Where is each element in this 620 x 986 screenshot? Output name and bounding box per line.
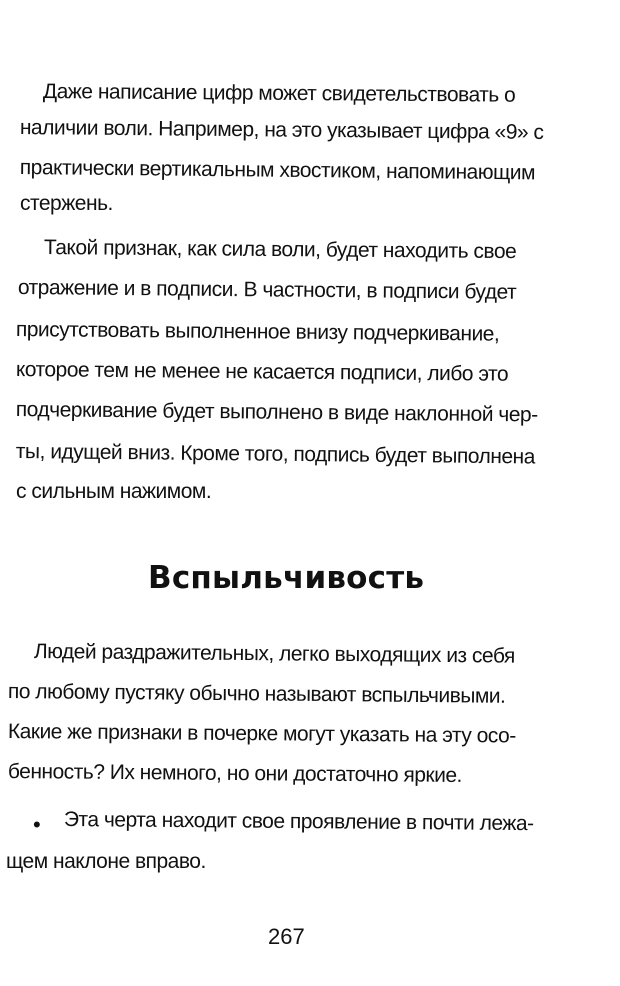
paragraph-3-line-4: бенность? Их немного, но они достаточно яркие. — [7, 760, 462, 787]
paragraph-3-line-2: по любому пустяку обычно называют вспыльчивыми. — [7, 680, 506, 708]
paragraph-1-line-2: наличии воли. Например, на это указывает цифра «9» с — [19, 116, 544, 145]
paragraph-2-line-3: присутствовать выполненное внизу подчеркивание, — [15, 318, 500, 346]
section-heading: Вспыльчивость — [148, 560, 425, 596]
paragraph-3-line-3: Какие же признаки в почерке могут указать на эту осо- — [7, 720, 516, 748]
paragraph-2-line-6: ты, идущей вниз. Кроме того, подпись будет выполнена — [15, 440, 535, 469]
paragraph-2-line-5: подчеркивание будет выполнено в виде наклонной чер- — [15, 398, 538, 427]
paragraph-2-line-2: отражение и в подписи. В частности, в подписи будет — [17, 276, 517, 304]
page-number: 267 — [268, 924, 305, 949]
paragraph-1-line-3: практически вертикальным хвостиком, напоминающим — [19, 156, 536, 185]
bullet-marker: • — [33, 812, 41, 837]
paragraph-2-line-4: которое тем не менее не касается подписи, либо это — [15, 358, 509, 386]
paragraph-2-line-7: с сильным нажимом. — [16, 480, 212, 503]
paragraph-2-line-1: Такой признак, как сила воли, будет находить свое — [43, 236, 517, 264]
paragraph-3-line-1: Людей раздражительных, легко выходящих из себя — [33, 640, 515, 668]
bullet-item-line-2: щем наклоне вправо. — [6, 850, 206, 873]
bullet-item-line-1: Эта черта находит свое проявление в почти лежа- — [63, 808, 534, 836]
paragraph-1-line-4: стержень. — [20, 192, 113, 215]
paragraph-1-line-1: Даже написание цифр может свидетельствовать о — [42, 80, 516, 107]
